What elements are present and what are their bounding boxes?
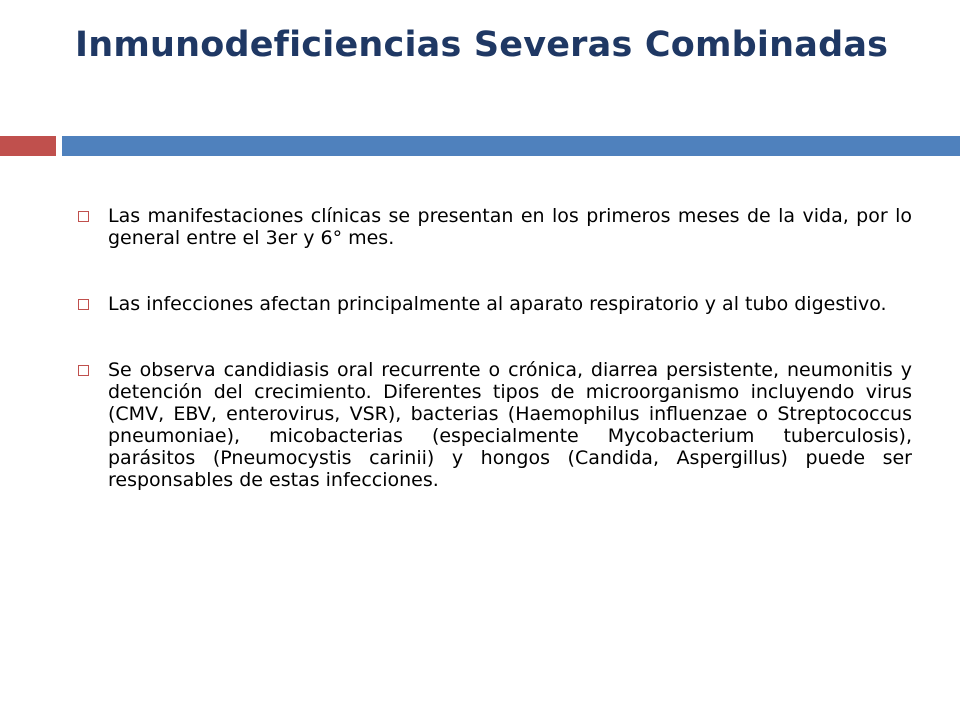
accent-bar-red (0, 136, 56, 156)
bullet-text: Se observa candidiasis oral recurrente o crónica, diarrea persistente, neumonitis y detención del crecimiento. Diferentes tipos de microorganismo incluyendo virus (CMV, EBV, enterovirus, VSR), bacterias (Haemophilus influenzae o Streptococcus pneumoniae), micobacterias (especialmente Mycobacterium tuberculosis), parásitos (Pneumocystis carinii) y hongos (Candida, Aspergillus) puede ser responsables de estas infecciones. (108, 359, 912, 491)
bullet-item (74, 359, 912, 491)
bullet-item (74, 293, 912, 315)
bullet-text: Las infecciones afectan principalmente al aparato respiratorio y al tubo digestivo. (108, 293, 887, 315)
slide-title: Inmunodeficiencias Severas Combinadas (75, 25, 889, 65)
hollow-square-bullet-icon (78, 299, 89, 310)
bullet-list (74, 205, 912, 535)
accent-bar-blue (62, 136, 960, 156)
hollow-square-bullet-icon (78, 211, 89, 222)
hollow-square-bullet-icon (78, 365, 89, 376)
bullet-item (74, 205, 912, 249)
bullet-text: Las manifestaciones clínicas se presentan en los primeros meses de la vida, por lo general entre el 3er y 6° mes. (108, 205, 912, 249)
